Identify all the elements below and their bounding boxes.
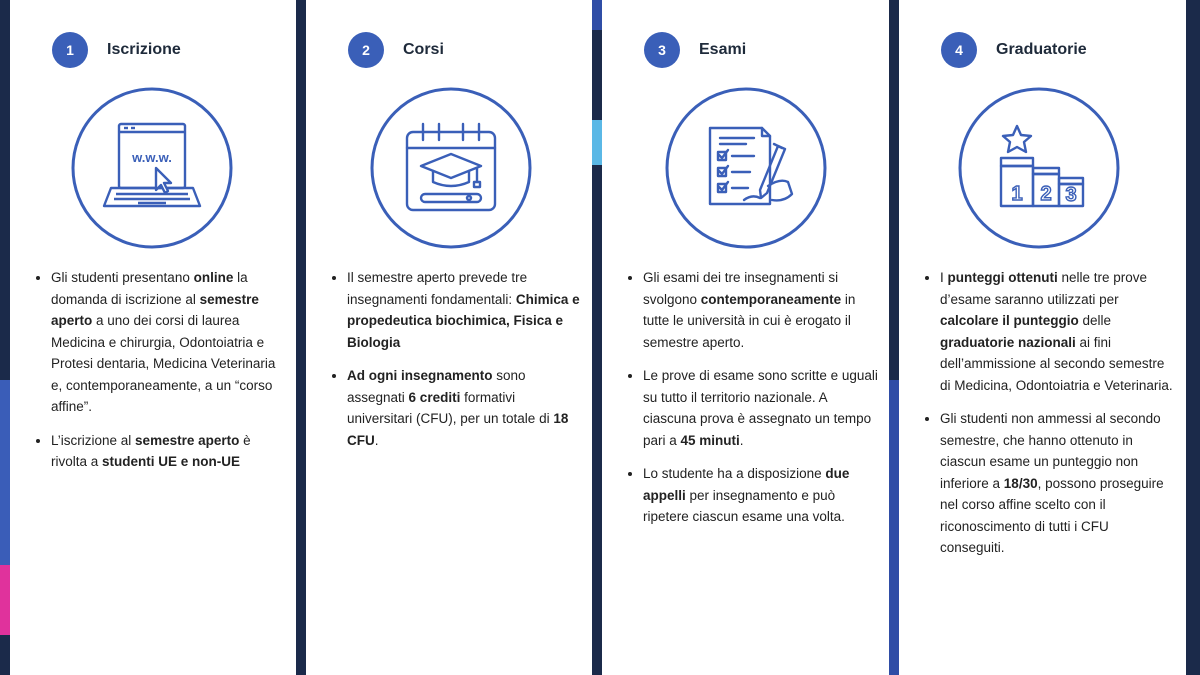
step-point: • Le prove di esame sono scritte e uguali su tutto il territorio nazionale. A ciascuna prova è assegnato un tempo pari a 45 minuti. [643, 365, 878, 451]
step-card-graduatorie [899, 0, 1186, 675]
step-header [644, 32, 746, 68]
step-point: • Lo studente ha a disposizione due appelli per insegnamento e può ripetere ciascun esame una volta. [643, 463, 878, 528]
podium-digit: 2 [1040, 183, 1052, 205]
step-point: • Gli esami dei tre insegnamenti si svolgono contemporaneamente in tutte le università in cui è erogato il semestre aperto. [643, 267, 878, 353]
step-title: Iscrizione [107, 41, 181, 58]
step-point: • Gli studenti non ammessi al secondo semestre, che hanno ottenuto in ciascun esame un punteggio non inferiore a 18/30, possono proseguire nel corso affine scelto con il riconoscimento di tutti i CFU conseguiti. [940, 408, 1175, 559]
step-title: Corsi [403, 41, 444, 58]
step-header [52, 32, 181, 68]
step-point: • Ad ogni insegnamento sono assegnati 6 crediti formativi universitari (CFU), per un totale di 18 CFU. [347, 365, 582, 451]
exam-checklist-pen-icon [664, 86, 828, 250]
step-number-badge: 4 [941, 32, 977, 68]
calendar-graduation-cap-icon [369, 86, 533, 250]
decor-stripe-blue-top [592, 0, 602, 30]
step-number-badge: 3 [644, 32, 680, 68]
decor-stripe-blue-left [0, 380, 10, 570]
icon-www-text: w.w.w. [132, 150, 172, 165]
step-point: • Gli studenti presentano online la domanda di iscrizione al semestre aperto a uno dei corsi di laurea Medicina e chirurgia, Odontoiatria e Protesi dentaria, Medicina Veterinaria e, contemporaneamente, a un “corso affine”. [51, 267, 286, 418]
step-points [330, 267, 582, 463]
step-card-iscrizione [10, 0, 296, 675]
podium-digit: 3 [1065, 184, 1077, 206]
step-header [941, 32, 1087, 68]
decor-stripe-pink-left [0, 565, 10, 635]
podium-digit: 1 [1011, 183, 1023, 205]
laptop-www-icon [70, 86, 234, 250]
step-card-corsi [306, 0, 592, 675]
step-points [923, 267, 1175, 571]
step-points [34, 267, 286, 485]
step-title: Graduatorie [996, 41, 1087, 58]
step-point: • I punteggi ottenuti nelle tre prove d’esame saranno utilizzati per calcolare il punteggio delle graduatorie nazionali ai fini dell’ammissione al secondo semestre di Medicina, Odontoiatria e Veterinaria. [940, 267, 1175, 396]
decor-stripe-cyan [592, 120, 602, 165]
step-number-badge: 1 [52, 32, 88, 68]
step-title: Esami [699, 41, 747, 58]
step-point: • Il semestre aperto prevede tre insegnamenti fondamentali: Chimica e propedeutica biochimica, Fisica e Biologia [347, 267, 582, 353]
podium-star-icon [957, 86, 1121, 250]
step-number-badge: 2 [348, 32, 384, 68]
decor-stripe-blue-mid [889, 380, 899, 675]
step-header [348, 32, 444, 68]
step-card-esami [602, 0, 889, 675]
step-points [626, 267, 878, 540]
step-point: • L’iscrizione al semestre aperto è rivolta a studenti UE e non-UE [51, 430, 286, 473]
